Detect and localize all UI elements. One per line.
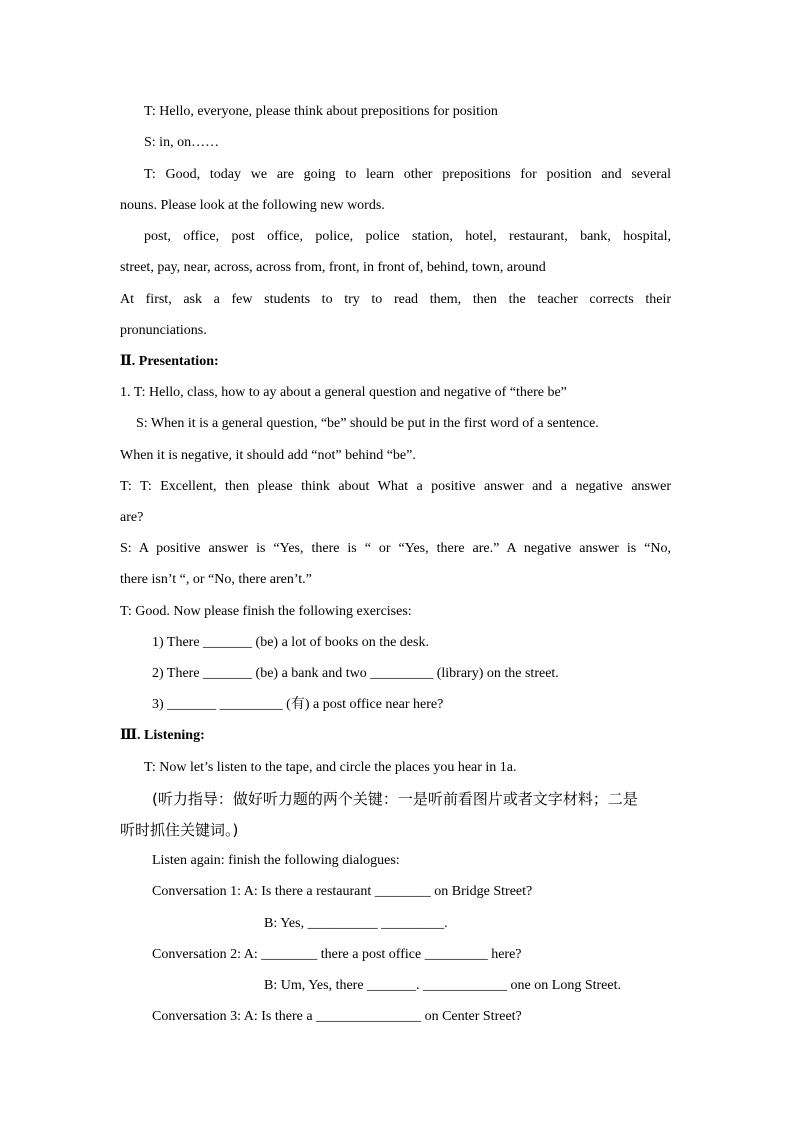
text-line: S: in, on…… <box>144 135 220 150</box>
text-line: T: Hello, everyone, please think about prepositions for position <box>144 104 498 119</box>
section-heading-listening: Ⅲ. Listening: <box>120 728 205 743</box>
listening-tip: (听力指导：做好听力题的两个关键：一是听前看图片或者文字材料；二是 <box>152 790 638 808</box>
text-line: T: Now let’s listen to the tape, and circle the places you hear in 1a. <box>144 760 517 775</box>
text-line: At first, ask a few students to try to read them, then the teacher corrects their <box>120 292 671 307</box>
exercise-item-1: 1) There _______ (be) a lot of books on the desk. <box>152 635 429 650</box>
text-line: When it is negative, it should add “not” behind “be”. <box>120 448 416 463</box>
text-line: T: Good. Now please finish the following exercises: <box>120 604 412 619</box>
text-line: S: When it is a general question, “be” should be put in the first word of a sentence. <box>136 416 599 431</box>
exercise-item-2: 2) There _______ (be) a bank and two _________ (library) on the street. <box>152 666 559 681</box>
text-line: there isn’t “, or “No, there aren’t.” <box>120 572 312 587</box>
text-line: street, pay, near, across, across from, front, in front of, behind, town, around <box>120 260 546 275</box>
text-line: T: Good, today we are going to learn other prepositions for position and several <box>144 167 671 182</box>
text-line: T: T: Excellent, then please think about What a positive answer and a negative answer <box>120 479 671 494</box>
conversation-2-b: B: Um, Yes, there _______. ____________ one on Long Street. <box>264 978 621 993</box>
text-line: nouns. Please look at the following new words. <box>120 198 385 213</box>
text-line: Listen again: finish the following dialogues: <box>152 853 400 868</box>
text-line: post, office, post office, police, police station, hotel, restaurant, bank, hospital, <box>144 229 671 244</box>
listening-tip-continued: 听时抓住关键词。) <box>120 821 239 839</box>
text-line: pronunciations. <box>120 323 207 338</box>
conversation-1-b: B: Yes, __________ _________. <box>264 916 448 931</box>
conversation-1-a: Conversation 1: A: Is there a restaurant ________ on Bridge Street? <box>152 884 533 899</box>
text-line: S: A positive answer is “Yes, there is “ or “Yes, there are.” A negative answer is “No, <box>120 541 671 556</box>
section-heading-presentation: Ⅱ. Presentation: <box>120 354 219 369</box>
exercise-item-3: 3) _______ _________ (有) a post office near here? <box>152 697 444 712</box>
text-line: 1. T: Hello, class, how to ay about a general question and negative of “there be” <box>120 385 567 400</box>
conversation-3-a: Conversation 3: A: Is there a _______________ on Center Street? <box>152 1009 522 1024</box>
text-line: are? <box>120 510 144 525</box>
conversation-2-a: Conversation 2: A: ________ there a post office _________ here? <box>152 947 522 962</box>
